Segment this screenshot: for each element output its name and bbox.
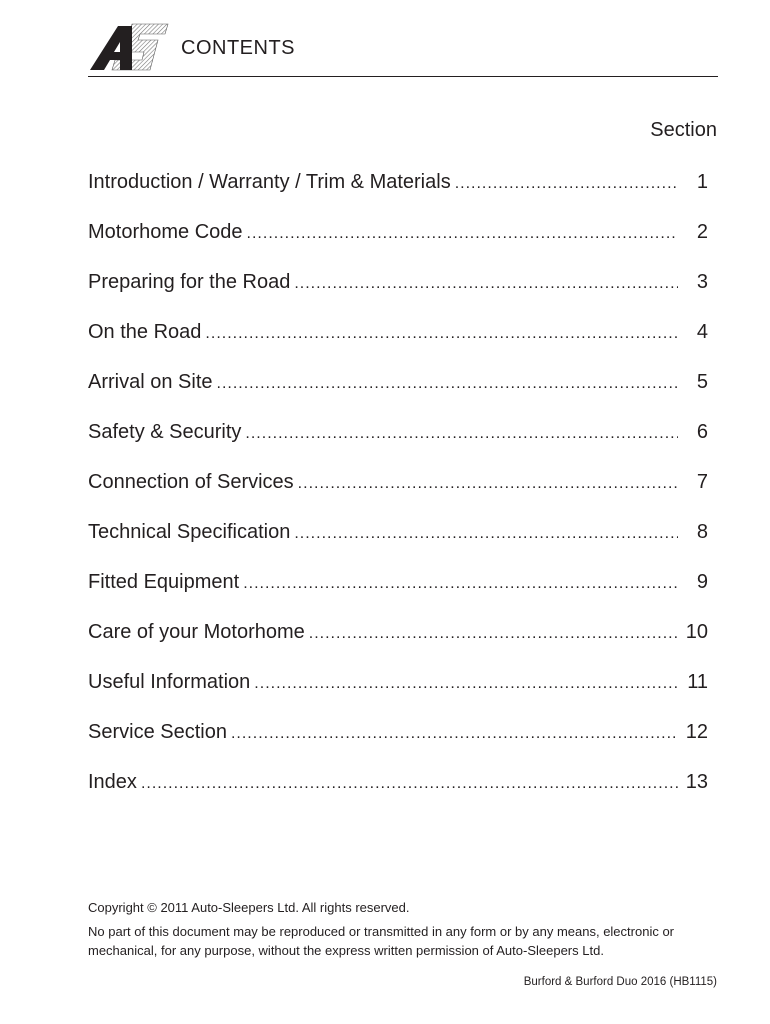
toc-entry-title: Introduction / Warranty / Trim & Materials: [88, 171, 451, 193]
toc-entry-title: Useful Information: [88, 671, 251, 693]
toc-entry-section-number: 12: [685, 721, 708, 743]
page-header: [88, 22, 718, 78]
toc-entry-section-number: 4: [696, 321, 708, 343]
section-column-label: Section: [650, 119, 717, 141]
toc-entry: [88, 368, 708, 418]
toc-entry-section-number: 11: [687, 671, 708, 693]
toc-dot-leader: [205, 320, 678, 348]
toc-entry-section-number: 9: [696, 571, 708, 593]
toc-dot-leader: [247, 220, 678, 248]
toc-entry: [88, 568, 708, 618]
toc-entry-title: Connection of Services: [88, 471, 294, 493]
toc-entry-section-number: 8: [696, 521, 708, 543]
toc-entry-title: Motorhome Code: [88, 221, 243, 243]
header-divider: [88, 76, 718, 77]
toc-entry: [88, 468, 708, 518]
toc-dot-leader: [231, 720, 678, 748]
toc-entry-section-number: 2: [696, 221, 708, 243]
rights-statement: No part of this document may be reproduced or transmitted in any form or by any means, electronic or mechanical, for any purpose, without the express written permission of Auto-Sleepers Ltd.: [88, 924, 674, 958]
table-of-contents: [88, 168, 708, 818]
toc-dot-leader: [294, 520, 678, 548]
toc-entry: [88, 518, 708, 568]
toc-entry: [88, 668, 708, 718]
toc-entry-title: Arrival on Site: [88, 371, 213, 393]
toc-entry: [88, 418, 708, 468]
document-reference: Burford & Burford Duo 2016 (HB1115): [523, 976, 717, 988]
toc-dot-leader: [217, 370, 679, 398]
toc-dot-leader: [245, 420, 678, 448]
toc-entry-section-number: 7: [696, 471, 708, 493]
toc-entry: [88, 318, 708, 368]
toc-entry-title: On the Road: [88, 321, 202, 343]
toc-entry-title: Safety & Security: [88, 421, 242, 443]
toc-entry-section-number: 3: [696, 271, 708, 293]
toc-dot-leader: [254, 670, 678, 698]
toc-entry-section-number: 5: [696, 371, 708, 393]
toc-entry: [88, 168, 708, 218]
toc-entry: [88, 268, 708, 318]
toc-entry-section-number: 10: [685, 621, 708, 643]
copyright-line: Copyright © 2011 Auto-Sleepers Ltd. All rights reserved.: [88, 900, 410, 915]
toc-entry-title: Service Section: [88, 721, 227, 743]
toc-entry: [88, 768, 708, 818]
toc-entry-section-number: 1: [696, 171, 708, 193]
toc-dot-leader: [309, 620, 678, 648]
toc-dot-leader: [455, 170, 678, 198]
toc-entry-section-number: 6: [696, 421, 708, 443]
toc-entry-title: Fitted Equipment: [88, 571, 240, 593]
toc-dot-leader: [243, 570, 678, 598]
toc-dot-leader: [298, 470, 678, 498]
toc-entry: [88, 618, 708, 668]
toc-entry-title: Index: [88, 771, 137, 793]
toc-entry-title: Technical Specification: [88, 521, 291, 543]
toc-entry-title: Preparing for the Road: [88, 271, 291, 293]
page-title: CONTENTS: [181, 37, 295, 59]
toc-dot-leader: [294, 270, 678, 298]
toc-entry: [88, 718, 708, 768]
copyright-notice: [88, 898, 728, 960]
toc-dot-leader: [141, 770, 678, 798]
toc-entry-title: Care of your Motorhome: [88, 621, 305, 643]
toc-entry: [88, 218, 708, 268]
toc-entry-section-number: 13: [685, 771, 708, 793]
auto-sleepers-logo: [88, 22, 170, 72]
